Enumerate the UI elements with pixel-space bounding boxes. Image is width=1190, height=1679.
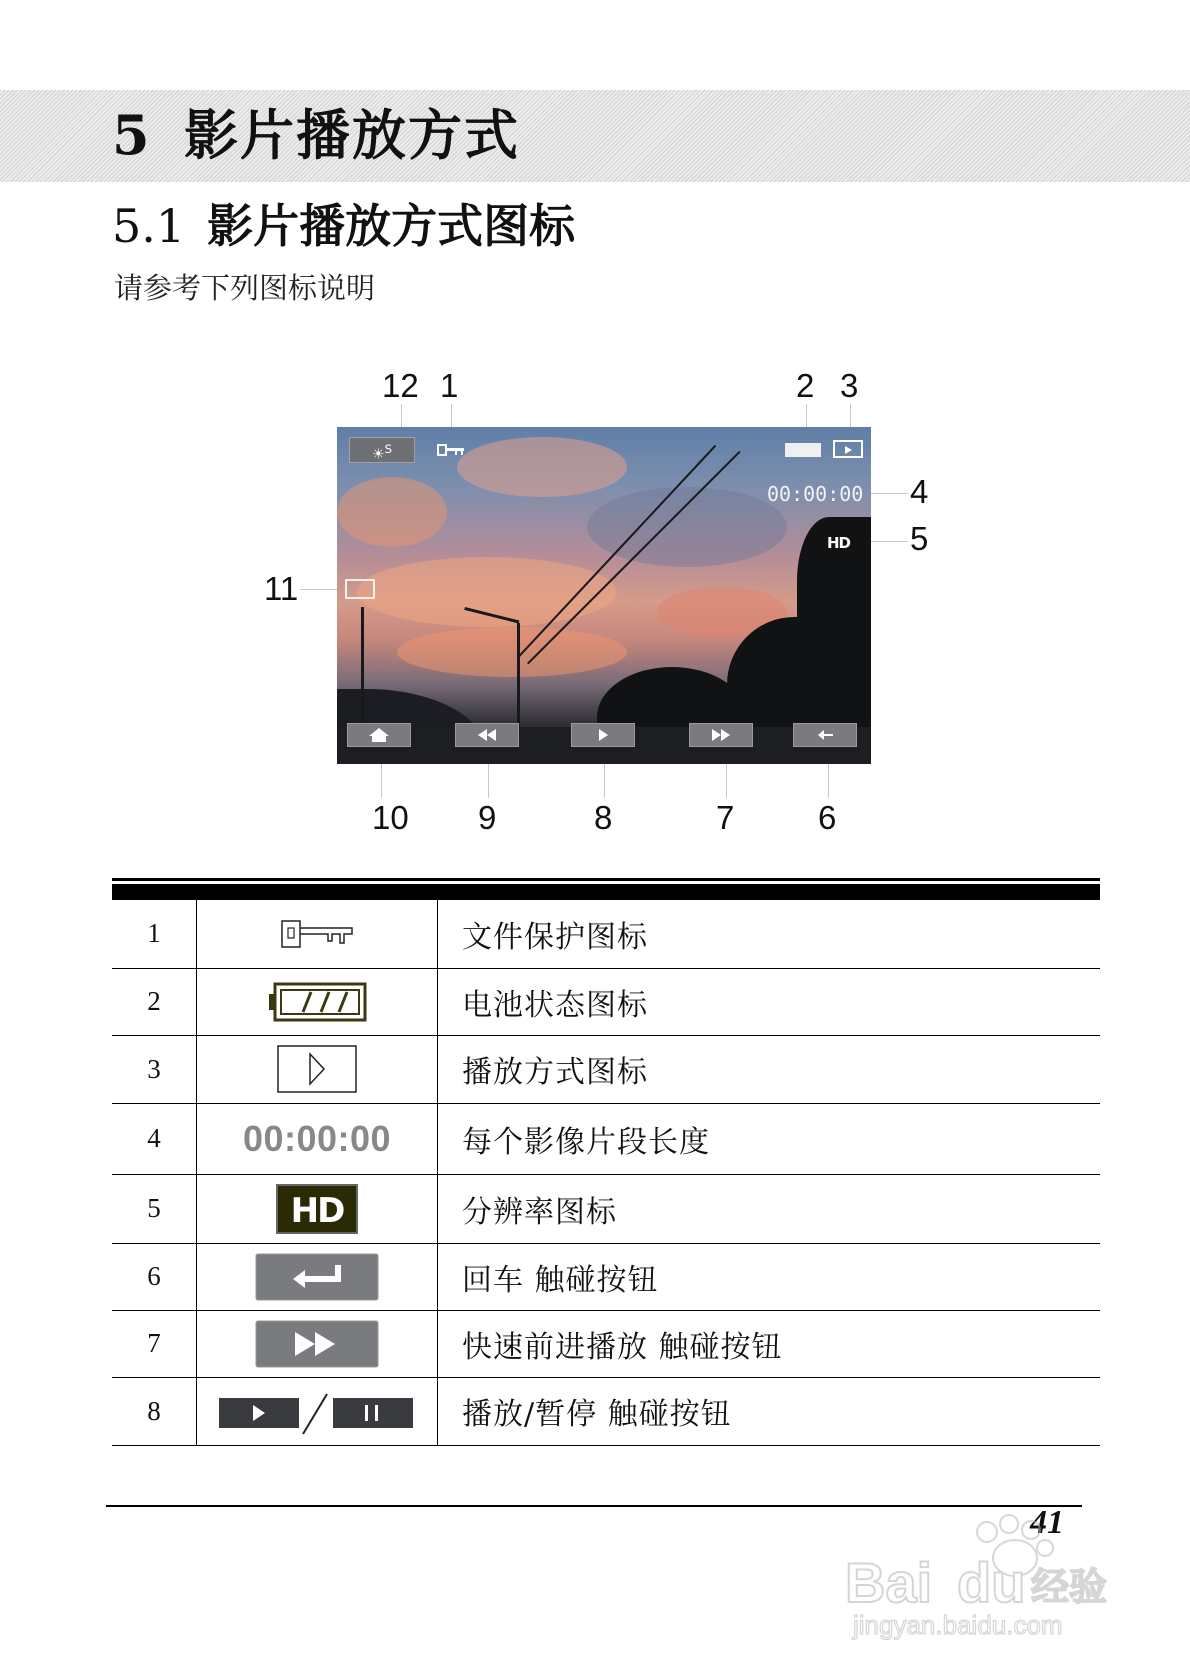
rewind-icon bbox=[472, 724, 502, 746]
table-top-rule bbox=[112, 878, 1100, 881]
clip-length-display: 00:00:00 bbox=[767, 482, 864, 506]
table-row bbox=[112, 1035, 1100, 1103]
table-row bbox=[112, 968, 1100, 1035]
chapter-title-text: 影片播放方式 bbox=[184, 103, 520, 167]
home-button[interactable] bbox=[347, 723, 411, 747]
hd-resolution-icon bbox=[276, 1184, 358, 1234]
return-button[interactable] bbox=[793, 723, 857, 747]
baidu-watermark-logo bbox=[845, 1510, 1115, 1640]
row-number: 8 bbox=[112, 1377, 197, 1445]
home-icon bbox=[364, 724, 394, 746]
hd-resolution-icon: HD bbox=[827, 534, 851, 552]
mode-letter: S bbox=[384, 442, 392, 456]
table-row bbox=[112, 1174, 1100, 1243]
row-number: 7 bbox=[112, 1310, 197, 1377]
play-pause-button-icon bbox=[217, 1386, 417, 1436]
row-description: 播放/暂停 触碰按钮 bbox=[438, 1377, 1101, 1445]
row-description: 播放方式图标 bbox=[438, 1035, 1101, 1103]
callout-8: 8 bbox=[594, 799, 613, 836]
svg-text:经验: 经验 bbox=[1031, 1565, 1108, 1609]
intro-text: 请参考下列图标说明 bbox=[114, 271, 376, 305]
return-icon bbox=[810, 724, 840, 746]
icon-cell bbox=[197, 900, 438, 968]
table-row bbox=[112, 900, 1100, 968]
leader-line bbox=[726, 764, 727, 798]
icon-cell bbox=[197, 1310, 438, 1377]
callout-9: 9 bbox=[478, 799, 497, 836]
section-number: 5.1 bbox=[112, 199, 186, 253]
section-title-text: 影片播放方式图标 bbox=[207, 199, 576, 253]
sky-cloud bbox=[337, 477, 447, 547]
fast-forward-icon bbox=[706, 724, 736, 746]
row-description: 文件保护图标 bbox=[438, 900, 1101, 968]
row-number: 5 bbox=[112, 1174, 197, 1243]
callout-5: 5 bbox=[910, 520, 929, 557]
row-number: 2 bbox=[112, 968, 197, 1035]
icon-cell bbox=[197, 1377, 438, 1445]
svg-text:Bai: Bai bbox=[845, 1551, 933, 1614]
table-top-rule-thick bbox=[112, 884, 1100, 900]
chapter-title bbox=[112, 100, 520, 170]
svg-text:du: du bbox=[957, 1551, 1026, 1614]
section-title bbox=[112, 196, 575, 256]
row-description: 每个影像片段长度 bbox=[438, 1103, 1101, 1174]
icon-cell bbox=[197, 1103, 438, 1174]
callout-11: 11 bbox=[264, 570, 299, 607]
row-description: 回车 触碰按钮 bbox=[438, 1243, 1101, 1310]
play-icon bbox=[588, 724, 618, 746]
leader-line bbox=[868, 493, 908, 494]
street-lamp-pole bbox=[517, 623, 520, 733]
sky-cloud bbox=[397, 627, 627, 677]
leader-line bbox=[488, 764, 489, 798]
chapter-number: 5 bbox=[112, 103, 152, 167]
callout-3: 3 bbox=[840, 367, 859, 404]
icon-legend-table bbox=[112, 900, 1100, 1446]
table-row bbox=[112, 1310, 1100, 1377]
table-row bbox=[112, 1377, 1100, 1445]
callout-10: 10 bbox=[372, 799, 409, 836]
callout-7: 7 bbox=[716, 799, 735, 836]
table-row bbox=[112, 1243, 1100, 1310]
page-number: 41 bbox=[1030, 1504, 1064, 1541]
battery-icon bbox=[785, 443, 821, 457]
playback-mode-icon bbox=[833, 440, 863, 458]
leader-line bbox=[828, 764, 829, 798]
footer-rule bbox=[106, 1505, 1082, 1507]
fast-forward-button-icon bbox=[255, 1320, 379, 1368]
table-row bbox=[112, 1103, 1100, 1174]
sky-cloud bbox=[587, 487, 787, 567]
row-number: 1 bbox=[112, 900, 197, 968]
callout-2: 2 bbox=[796, 367, 815, 404]
leader-line bbox=[381, 764, 382, 798]
leader-line bbox=[870, 541, 908, 542]
icon-cell bbox=[197, 968, 438, 1035]
row-description: 快速前进播放 触碰按钮 bbox=[438, 1310, 1101, 1377]
utility-pole bbox=[361, 607, 364, 737]
scene-mode-icon: ☀︎$^S$ bbox=[349, 437, 415, 463]
row-description: 分辨率图标 bbox=[438, 1174, 1101, 1243]
row-number: 3 bbox=[112, 1035, 197, 1103]
leader-line bbox=[604, 764, 605, 798]
icon-cell bbox=[197, 1174, 438, 1243]
callout-12: 12 bbox=[382, 367, 419, 404]
row-number: 4 bbox=[112, 1103, 197, 1174]
callout-1: 1 bbox=[440, 367, 459, 404]
camera-playback-screen bbox=[337, 427, 871, 764]
memory-card-icon bbox=[345, 579, 375, 599]
hd-label: HD bbox=[290, 1190, 344, 1231]
icon-cell bbox=[197, 1243, 438, 1310]
callout-4: 4 bbox=[910, 473, 929, 510]
file-protect-icon bbox=[437, 444, 465, 456]
sky-cloud bbox=[457, 437, 627, 497]
callout-6: 6 bbox=[818, 799, 837, 836]
rewind-button[interactable] bbox=[455, 723, 519, 747]
fast-forward-button[interactable] bbox=[689, 723, 753, 747]
file-protect-icon bbox=[280, 919, 354, 949]
playback-mode-icon bbox=[277, 1045, 357, 1093]
battery-icon bbox=[267, 982, 367, 1022]
return-button-icon bbox=[255, 1253, 379, 1301]
clip-length-sample: 00:00:00 bbox=[242, 1117, 392, 1159]
play-button[interactable] bbox=[571, 723, 635, 747]
row-description: 电池状态图标 bbox=[438, 968, 1101, 1035]
row-number: 6 bbox=[112, 1243, 197, 1310]
icon-cell bbox=[197, 1035, 438, 1103]
svg-text:jingyan.baidu.com: jingyan.baidu.com bbox=[853, 1610, 1063, 1640]
